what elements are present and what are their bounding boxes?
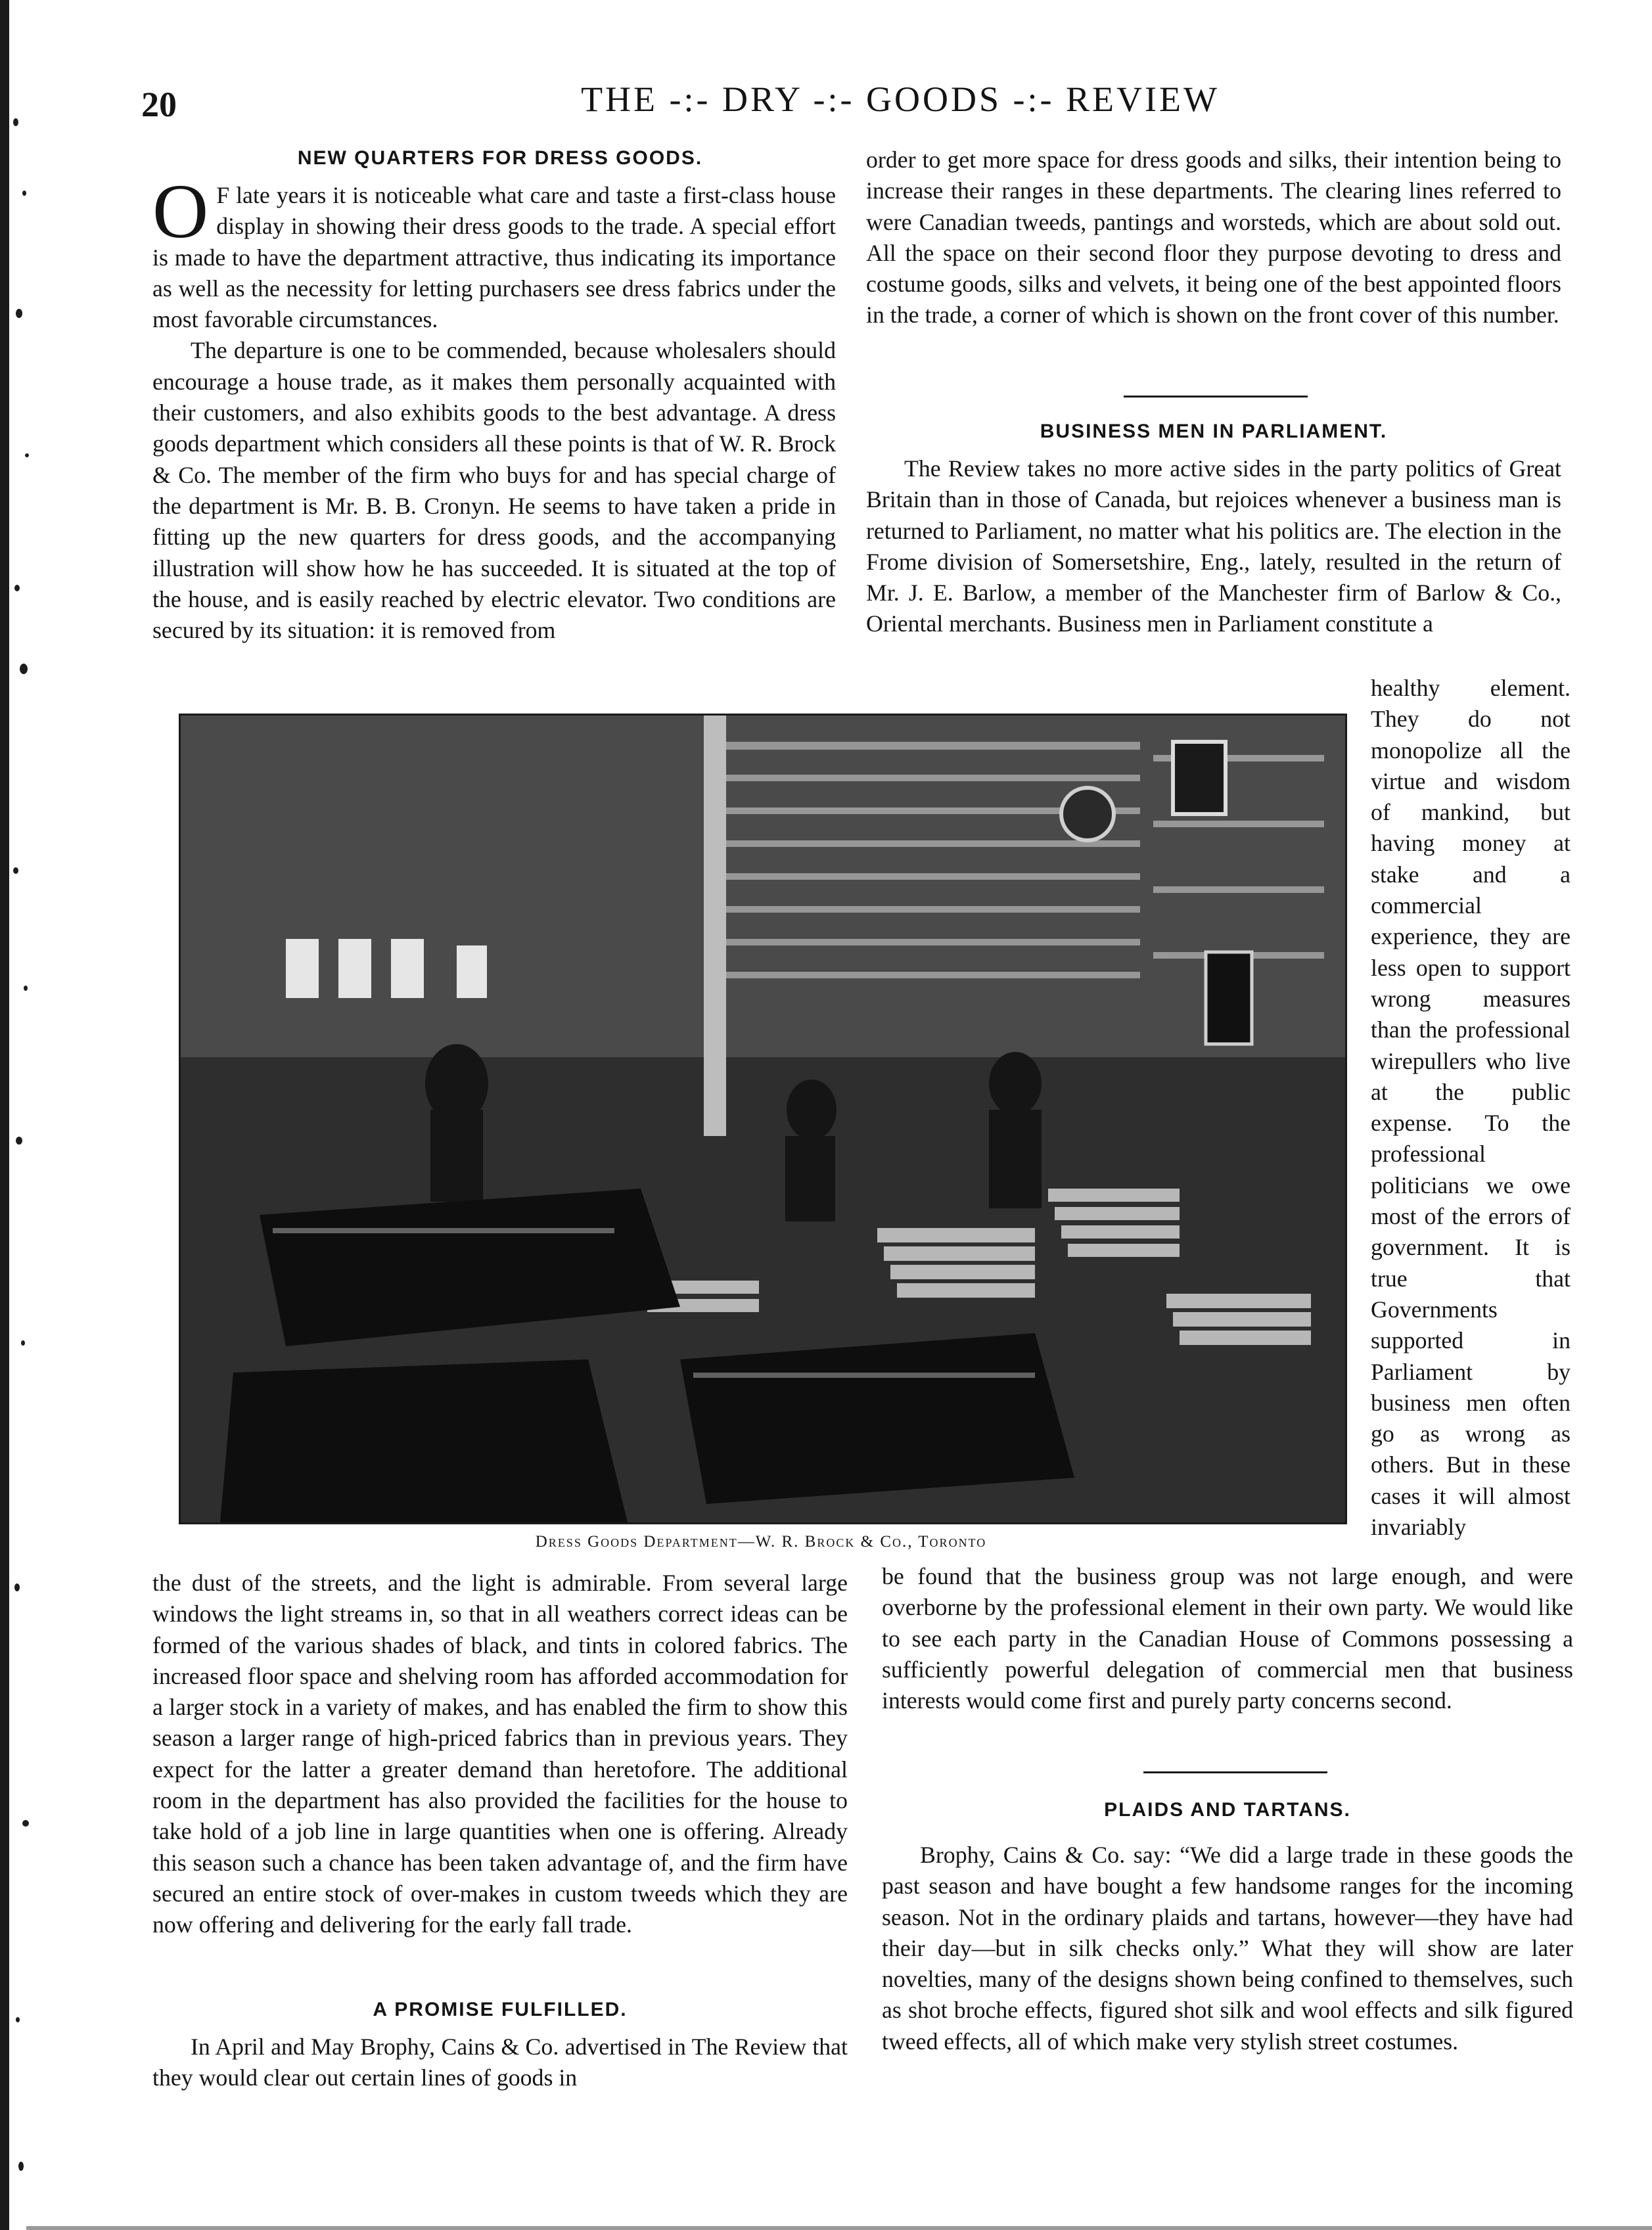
article-business-men-top	[866, 453, 1561, 677]
article-business-men-side	[1371, 673, 1571, 1547]
heading-new-quarters: NEW QUARTERS FOR DRESS GOODS.	[297, 147, 703, 169]
heading-promise-fulfilled: A PROMISE FULFILLED.	[373, 1999, 628, 2020]
scan-bottom-edge	[26, 2226, 1652, 2230]
paragraph: Brophy, Cains & Co. say: “We did a large trade in these goods the past season and have bought a few handsome ranges for the incoming season. Not in the ordinary plaids and tartans, however—they have had their day—but in silk checks only.” What they will show are later novelties, many of the designs shown being confined to themselves, such as shot broche effects, figured shot silk and wool effects and silk figured tweed effects, all of which make very stylish street costumes.	[882, 1842, 1573, 2055]
article-promise-start	[152, 2032, 848, 2110]
article-promise-continued	[866, 145, 1561, 394]
drop-cap: O	[152, 168, 209, 254]
divider-rule	[1124, 396, 1308, 398]
paragraph: healthy element. They do not monopolize all the virtue and wisdom of mankind, but having money at stake and a commercial experience, they are less open to support wrong measures than the professional wirepullers who live at the public expense. To the professional politicians we owe most of the errors of government. It is true that Governments supported in Parliament by business men often go as wrong as others. But in these cases it will almost invariably	[1371, 675, 1571, 1541]
paragraph-text: F late years it is noticeable what care and taste a first-class house display in showing their dress goods to the trade. A special effort is made to have the department attractive, thus indicating its importance as well as the necessity for letting purchasers see dress fabrics under the most favorable circumstances.	[152, 182, 836, 333]
heading-plaids-tartans: PLAIDS AND TARTANS.	[1104, 1799, 1351, 1821]
article-business-men-bottom	[882, 1561, 1573, 1758]
photo-caption: Dress Goods Department—W. R. Brock & Co., Toronto	[535, 1533, 987, 1551]
paragraph: In April and May Brophy, Cains & Co. advertised in The Review that they would clear out certain lines of goods in	[152, 2034, 848, 2091]
photo-illustration	[181, 716, 1345, 1522]
heading-business-men: BUSINESS MEN IN PARLIAMENT.	[1040, 421, 1388, 442]
page-number: 20	[141, 85, 177, 124]
masthead-title: THE -:- DRY -:- GOODS -:- REVIEW	[581, 80, 1220, 119]
paragraph: order to get more space for dress goods and silks, their intention being to increase their ranges in these departments. The clearing lines referred to were Canadian tweeds, pantings and worsteds, which are about sold out. All the space on their second floor they purpose devoting to dress and costume goods, silks and velvets, it being one of the best appointed floors in the trade, a corner of which is shown on the front cover of this number.	[866, 147, 1561, 329]
paragraph: The Review takes no more active sides in the party politics of Great Britain than in those of Canada, but rejoices whenever a business man is returned to Parliament, no matter what his politics are. The election in the Frome division of Somersetshire, Eng., lately, resulted in the return of Mr. J. E. Barlow, a member of the Manchester firm of Barlow & Co., Oriental merchants. Business men in Parliament constitute a	[866, 455, 1561, 637]
paragraph: The departure is one to be commended, because wholesalers should encourage a house trade, as it makes them personally acquainted with their customers, and also exhibits goods to the best advantage. A dress goods department which considers all these points is that of W. R. Brock & Co. The member of the firm who buys for and has special charge of the department is Mr. B. B. Cronyn. He seems to have taken a pride in fitting up the new quarters for dress goods, and the accompanying illustration will show how he has succeeded. It is situated at the top of the house, and is easily reached by electric elevator. Two conditions are secured by its situation: it is removed from	[152, 337, 836, 644]
divider-rule	[1143, 1771, 1327, 1773]
margin-specks	[11, 112, 37, 2214]
article-new-quarters-top	[152, 168, 836, 679]
scan-edge	[0, 0, 9, 2230]
paragraph	[152, 168, 836, 335]
article-new-quarters-bottom	[152, 1568, 848, 1968]
article-plaids-tartans	[882, 1840, 1573, 2116]
paragraph: the dust of the streets, and the light is admirable. From several large windows the light streams in, so that in all weathers correct ideas can be formed of the various shades of black, and tints in colored fabrics. The increased floor space and shelving room has afforded accommodation for a larger stock in a variety of makes, and has enabled the firm to show this season a larger range of high-priced fabrics than in previous years. They expect for the latter a greater demand than heretofore. The additional room in the department has also provided the facilities for the house to take hold of a job line in large quantities when one is offering. Already this season such a chance has been taken advantage of, and the firm have secured an entire stock of over-makes in custom tweeds which they are now offering and delivering for the early fall trade.	[152, 1570, 848, 1938]
photo-dress-goods-department	[179, 714, 1347, 1524]
paragraph: be found that the business group was not large enough, and were overborne by the professional element in their own party. We would like to see each party in the Canadian House of Commons possessing a sufficiently powerful delegation of commercial men that business interests would come first and purely party concerns second.	[882, 1563, 1573, 1714]
